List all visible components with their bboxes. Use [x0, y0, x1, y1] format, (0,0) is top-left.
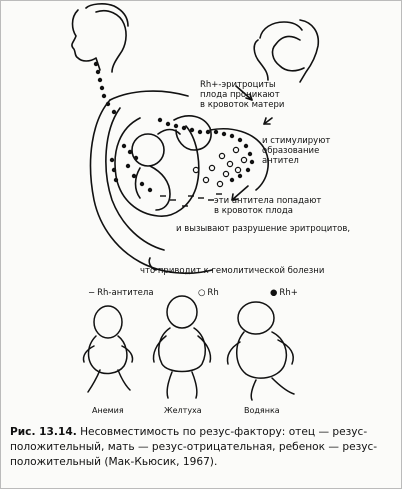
annotation-disease: что приводит к гемолитической болезни	[140, 266, 325, 276]
legend-label-antibodies: Rh-антитела	[97, 288, 154, 298]
annotation-rh-cells-2: плода проникают	[200, 90, 280, 100]
baby-label-jaundice: Желтуха	[164, 406, 202, 415]
baby-anemia-icon	[83, 306, 132, 392]
annotation-destroy: и вызывают разрушение эритроцитов,	[176, 224, 351, 234]
figure-number: Рис. 13.14.	[10, 426, 77, 438]
legend-item-rh-positive	[270, 288, 298, 298]
legend-item-rh-negative	[198, 288, 219, 298]
annotation-stimulate-3: антител	[262, 156, 299, 166]
legend-item-antibodies	[88, 288, 154, 298]
father-head-icon	[72, 4, 128, 72]
legend-label-rh-negative: Rh	[207, 288, 219, 298]
baby-label-hydrops: Водянка	[244, 406, 280, 415]
annotation-stimulate-2: образование	[262, 146, 320, 156]
baby-hydrops-icon	[228, 302, 295, 400]
annotation-antibodies-1: эти антитела попадают	[214, 196, 322, 206]
annotation-stimulate-1: и стимулируют	[262, 136, 331, 146]
fetus-icon	[132, 130, 180, 211]
antibody-dash-icon: −	[88, 288, 96, 298]
annotation-antibodies-2: в кровоток плода	[214, 206, 293, 216]
filled-circle-icon: ●	[270, 288, 278, 298]
caption-text: Несовместимость по резус-фактору: отец — резус-положительный, мать — резус-отрицательная, ребенок — резус-положительный (Мак-Кьюсик, 1967).	[10, 426, 378, 468]
annotation-rh-cells-1: Rh+-эритроциты	[200, 80, 276, 90]
legend-label-rh-positive: Rh+	[279, 288, 298, 298]
baby-jaundice-icon	[154, 296, 211, 398]
baby-label-anemia: Анемия	[92, 406, 124, 415]
open-circle-icon: ○	[198, 288, 206, 298]
figure-caption	[10, 425, 394, 470]
mother-head-icon	[254, 20, 318, 82]
annotation-rh-cells-3: в кровоток матери	[200, 100, 285, 110]
rh-negative-cells	[193, 147, 246, 186]
